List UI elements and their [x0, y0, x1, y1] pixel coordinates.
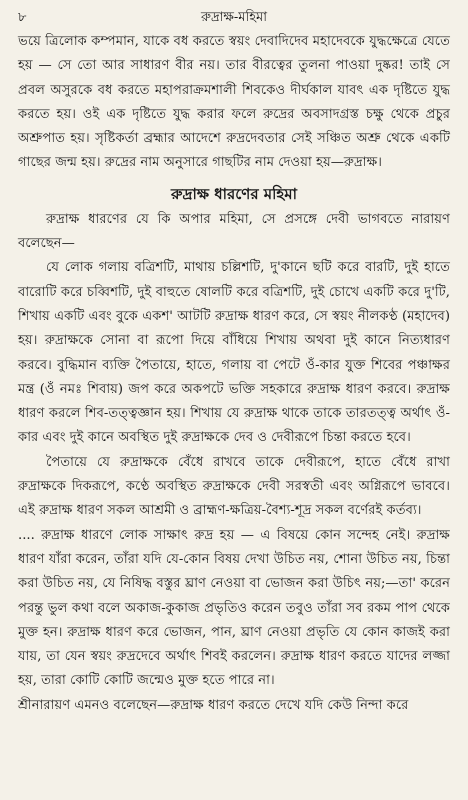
page-number: ৮	[18, 10, 27, 25]
paragraph-5: .... রুদ্রাক্ষ ধারণে লোক সাক্ষাৎ রুদ্র হয় — এ বিষয়ে কোন সন্দেহ নেই। রুদ্রাক্ষ ধারণ যাঁরা করেন, তাঁরা যদি যে-কোন বিষয় দেখা উচিত নয়, শোনা উচিত নয়, চিন্তা করা উচিত নয়, যে নিষিদ্ধ বস্তুর ঘ্রাণ নেওয়া বা ভোজন করা উচিৎ নয়;—তা' করেন পরন্তু ভুল কথা বলে অকাজ-কুকাজ প্রভৃতিও করেন তবুও তাঁরা সব রকম পাপ থেকে মুক্ত হন। রুদ্রাক্ষ ধারণ করে ভোজন, পান, ঘ্রাণ নেওয়া প্রভৃতি যে কোন কাজই করা যায়, তা যেন স্বয়ং রুদ্রদেবে অর্থাৎ শিবই করলেন। রুদ্রাক্ষ ধারণ করতে যাদের লজ্জা হয়, তারা কোটি কোটি জন্মেও মুক্ত হতে পারে না।	[18, 527, 450, 689]
paragraph-3: যে লোক গলায় বত্রিশটি, মাথায় চল্লিশটি, দু'কানে ছটি করে বারটি, দুই হাতে বারোটি করে চব্বিশটি, দুই বাহুতে ষোলটি করে বত্রিশটি, দুই চোখে একটি করে দু'টি, শিখায় একটি এবং বুকে একশ' আটটি রুদ্রাক্ষ ধারণ করে, সে স্বয়ং নীলকণ্ঠ (মহাদেব) হয়। রুদ্রাক্ষকে সোনা বা রূপো দিয়ে বাঁধিয়ে শিখায় অথবা দুই কানে নিত্যধারণ করবে। বুদ্ধিমান ব্যক্তি পৈতায়ে, হাতে, গলায় বা পেটে ওঁ-কার যুক্ত শিবের পঞ্চাক্ষর মন্ত্র (ওঁ নমঃ শিবায়) জপ করে অকপটে ভক্তি সহকারে রুদ্রাক্ষ ধারণ করবে। রুদ্রাক্ষ ধারণ করলে শিব-তত্ত্বজ্ঞান হয়। শিখায় যে রুদ্রাক্ষ থাকে তাকে তারতত্ত্ব অর্থাৎ ওঁ-কার এবং দুই কানে অবস্থিত দুই রুদ্রাক্ষকে দেব ও দেবীরূপে চিন্তা করতে হবে।	[18, 260, 450, 446]
paragraph-6: শ্রীনারায়ণ এমনও বলেছেন—রুদ্রাক্ষ ধারণ করতে দেখে যদি কেউ নিন্দা করে	[18, 697, 409, 713]
section-title: রুদ্রাক্ষ ধারণের মহিমা	[171, 184, 297, 203]
page-header	[18, 6, 450, 30]
paragraph-2: রুদ্রাক্ষ ধারণের যে কি অপার মহিমা, সে প্রসঙ্গে দেবী ভাগবতে নারায়ণ বলেছেন—	[18, 211, 450, 252]
paragraph-1: ভয়ে ত্রিলোক কম্পমান, যাকে বধ করতে স্বয়ং দেবাদিদেব মহাদেবকে যুদ্ধক্ষেত্রে যেতে হয় — সে তো আর সাধারণ বীর নয়। তার বীরত্বের তুলনা পাওয়া দুষ্কর! তাই সে প্রবল অসুরকে বধ করতে মহাপরাক্রমশালী শিবকেও দীর্ঘকাল যাবৎ এক দৃষ্টিতে যুদ্ধ করতে হয়। ওই এক দৃষ্টিতে যুদ্ধ করার ফলে রুদ্রের অবসাদগ্রস্ত চক্ষু থেকে প্রচুর অশ্রুপাত হয়। সৃষ্টিকর্তা ব্রহ্মার আদেশে রুদ্রদেবতার সেই সঞ্চিত অশ্রু থেকে একটি গাছের জন্ম হয়। রুদ্রের নাম অনুসারে গাছটির নাম দেওয়া হয়—রুদ্রাক্ষ।	[18, 34, 450, 171]
page-content	[18, 30, 450, 718]
running-title: রুদ্রাক্ষ-মহিমা	[200, 10, 268, 25]
paragraph-4: পৈতায়ে যে রুদ্রাক্ষকে বেঁধে রাখবে তাকে দেবীরূপে, হাতে বেঁধে রাখা রুদ্রাক্ষকে দিকরূপে, কণ্ঠে অবস্থিত রুদ্রাক্ষকে দেবী সরস্বতী এবং অগ্নিরূপে ভাববে। এই রুদ্রাক্ষ ধারণ সকল আশ্রমী ও ব্রাহ্মণ-ক্ষত্রিয়-বৈশ্য-শূদ্র সকল বর্ণেরই কর্তব্য।	[18, 454, 450, 519]
